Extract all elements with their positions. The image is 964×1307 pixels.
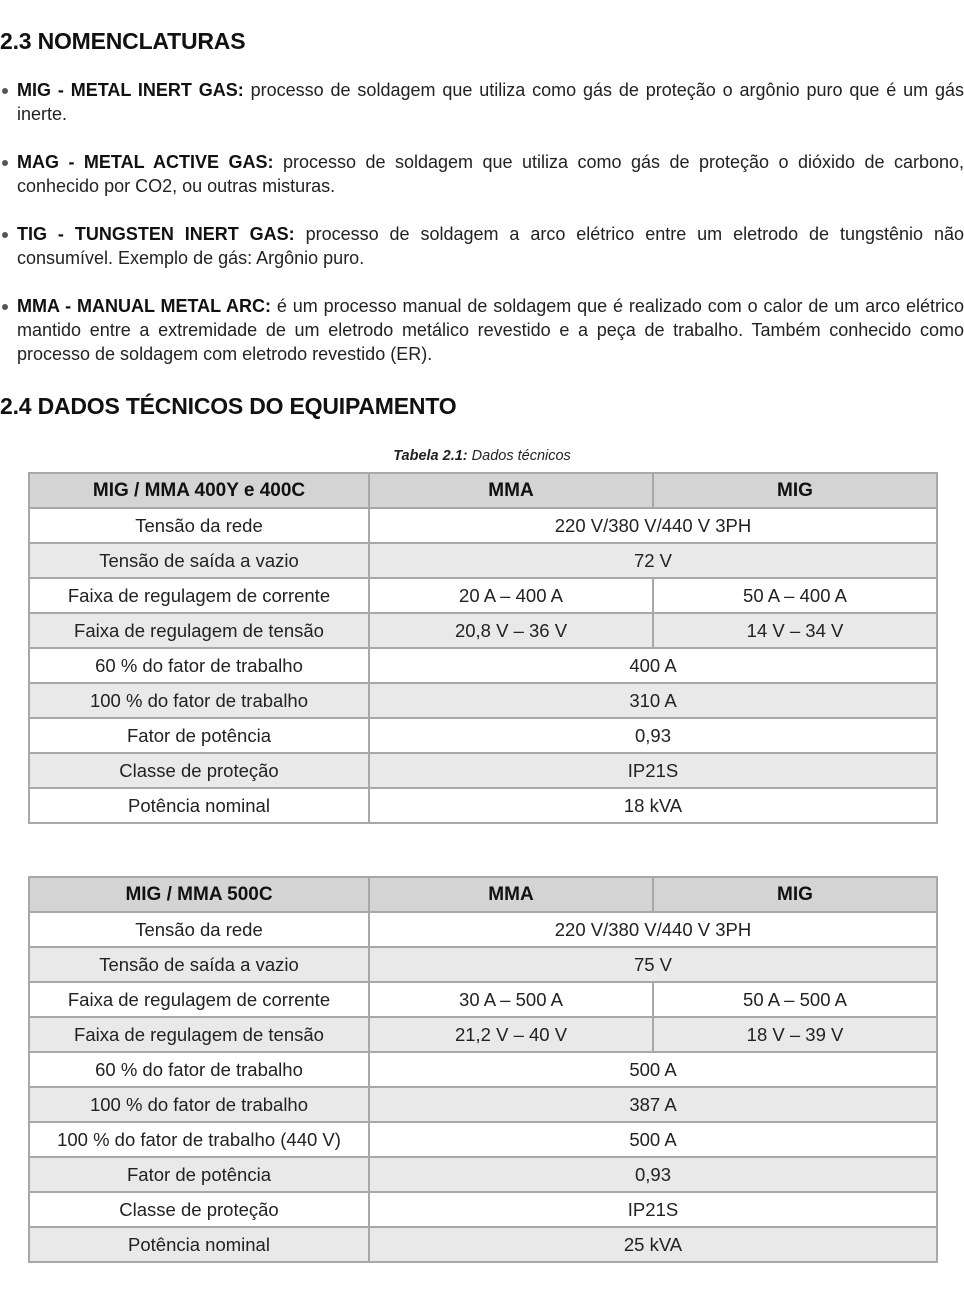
caption-text: Dados técnicos (467, 448, 571, 464)
table-row (29, 1087, 937, 1122)
section-title-nomenclaturas: 2.3 NOMENCLATURAS (0, 28, 246, 54)
table-row (29, 543, 937, 578)
row-label: Classe de proteção (29, 1192, 369, 1227)
table-row (29, 912, 937, 947)
row-value-mma: 20 A – 400 A (369, 578, 653, 613)
header-model: MIG / MMA 400Y e 400C (29, 473, 369, 508)
table-row (29, 1122, 937, 1157)
row-label: Faixa de regulagem de corrente (29, 578, 369, 613)
row-value: 72 V (369, 543, 937, 578)
spec-table-500 (28, 876, 938, 1263)
row-value-mig: 14 V – 34 V (653, 613, 937, 648)
spec-table-400 (28, 472, 938, 824)
header-model: MIG / MMA 500C (29, 877, 369, 912)
row-label: 100 % do fator de trabalho (29, 683, 369, 718)
row-value-mig: 50 A – 400 A (653, 578, 937, 613)
table-row (29, 578, 937, 613)
table-row (29, 947, 937, 982)
row-value: 400 A (369, 648, 937, 683)
list-item (0, 78, 964, 126)
term: MMA - MANUAL METAL ARC: (17, 296, 272, 316)
row-value-mma: 20,8 V – 36 V (369, 613, 653, 648)
row-value: 310 A (369, 683, 937, 718)
row-value-mig: 18 V – 39 V (653, 1017, 937, 1052)
row-label: Tensão de saída a vazio (29, 543, 369, 578)
section-title-dados-tecnicos: 2.4 DADOS TÉCNICOS DO EQUIPAMENTO (0, 393, 457, 419)
table-row (29, 982, 937, 1017)
row-label: Faixa de regulagem de corrente (29, 982, 369, 1017)
table-row (29, 1052, 937, 1087)
row-label: Fator de potência (29, 718, 369, 753)
list-item (0, 222, 964, 270)
row-label: 100 % do fator de trabalho (29, 1087, 369, 1122)
table-row (29, 648, 937, 683)
table-row (29, 788, 937, 823)
table-row (29, 508, 937, 543)
table-row (29, 683, 937, 718)
row-label: 100 % do fator de trabalho (440 V) (29, 1122, 369, 1157)
row-value: 0,93 (369, 718, 937, 753)
row-label: Faixa de regulagem de tensão (29, 1017, 369, 1052)
table-row (29, 1157, 937, 1192)
row-label: Faixa de regulagem de tensão (29, 613, 369, 648)
row-value: 500 A (369, 1122, 937, 1157)
row-label: Fator de potência (29, 1157, 369, 1192)
row-value: 75 V (369, 947, 937, 982)
definition: processo de soldagem a arco elétrico entre um eletrodo de tungstênio não consumível. Exemplo de gás: Argônio puro. (17, 224, 964, 268)
row-value: 500 A (369, 1052, 937, 1087)
row-value: IP21S (369, 753, 937, 788)
row-label: Potência nominal (29, 788, 369, 823)
caption-label: Tabela 2.1: (393, 448, 468, 464)
table-row (29, 753, 937, 788)
row-label: Tensão da rede (29, 912, 369, 947)
header-mma: MMA (369, 877, 653, 912)
header-mma: MMA (369, 473, 653, 508)
row-label: Potência nominal (29, 1227, 369, 1262)
table-row (29, 1227, 937, 1262)
row-value: IP21S (369, 1192, 937, 1227)
table-row (29, 1192, 937, 1227)
term: TIG - TUNGSTEN INERT GAS: (17, 224, 295, 244)
list-item (0, 294, 964, 366)
term: MIG - METAL INERT GAS: (17, 80, 244, 100)
row-value: 25 kVA (369, 1227, 937, 1262)
row-value-mig: 50 A – 500 A (653, 982, 937, 1017)
row-value-mma: 21,2 V – 40 V (369, 1017, 653, 1052)
row-value: 0,93 (369, 1157, 937, 1192)
table-header-row (29, 877, 937, 912)
table-row (29, 1017, 937, 1052)
row-label: Tensão da rede (29, 508, 369, 543)
table-row (29, 613, 937, 648)
definition: processo de soldagem que utiliza como gás de proteção o argônio puro que é um gás inerte. (17, 80, 964, 124)
definition: é um processo manual de soldagem que é realizado com o calor de um arco elétrico mantido entre a extremidade de um eletrodo metálico revestido e a peça de trabalho. Também conhecido como processo de soldagem com eletrodo revestido (ER). (17, 296, 964, 364)
row-label: 60 % do fator de trabalho (29, 648, 369, 683)
header-mig: MIG (653, 473, 937, 508)
row-value: 18 kVA (369, 788, 937, 823)
row-value: 220 V/380 V/440 V 3PH (369, 508, 937, 543)
term: MAG - METAL ACTIVE GAS: (17, 152, 274, 172)
row-value-mma: 30 A – 500 A (369, 982, 653, 1017)
nomenclature-list (0, 78, 964, 390)
header-mig: MIG (653, 877, 937, 912)
row-value: 387 A (369, 1087, 937, 1122)
row-label: 60 % do fator de trabalho (29, 1052, 369, 1087)
row-label: Tensão de saída a vazio (29, 947, 369, 982)
table-header-row (29, 473, 937, 508)
table-row (29, 718, 937, 753)
row-label: Classe de proteção (29, 753, 369, 788)
table-caption (28, 448, 936, 464)
definition: processo de soldagem que utiliza como gás de proteção o dióxido de carbono, conhecido por CO2, ou outras misturas. (17, 152, 964, 196)
list-item (0, 150, 964, 198)
row-value: 220 V/380 V/440 V 3PH (369, 912, 937, 947)
